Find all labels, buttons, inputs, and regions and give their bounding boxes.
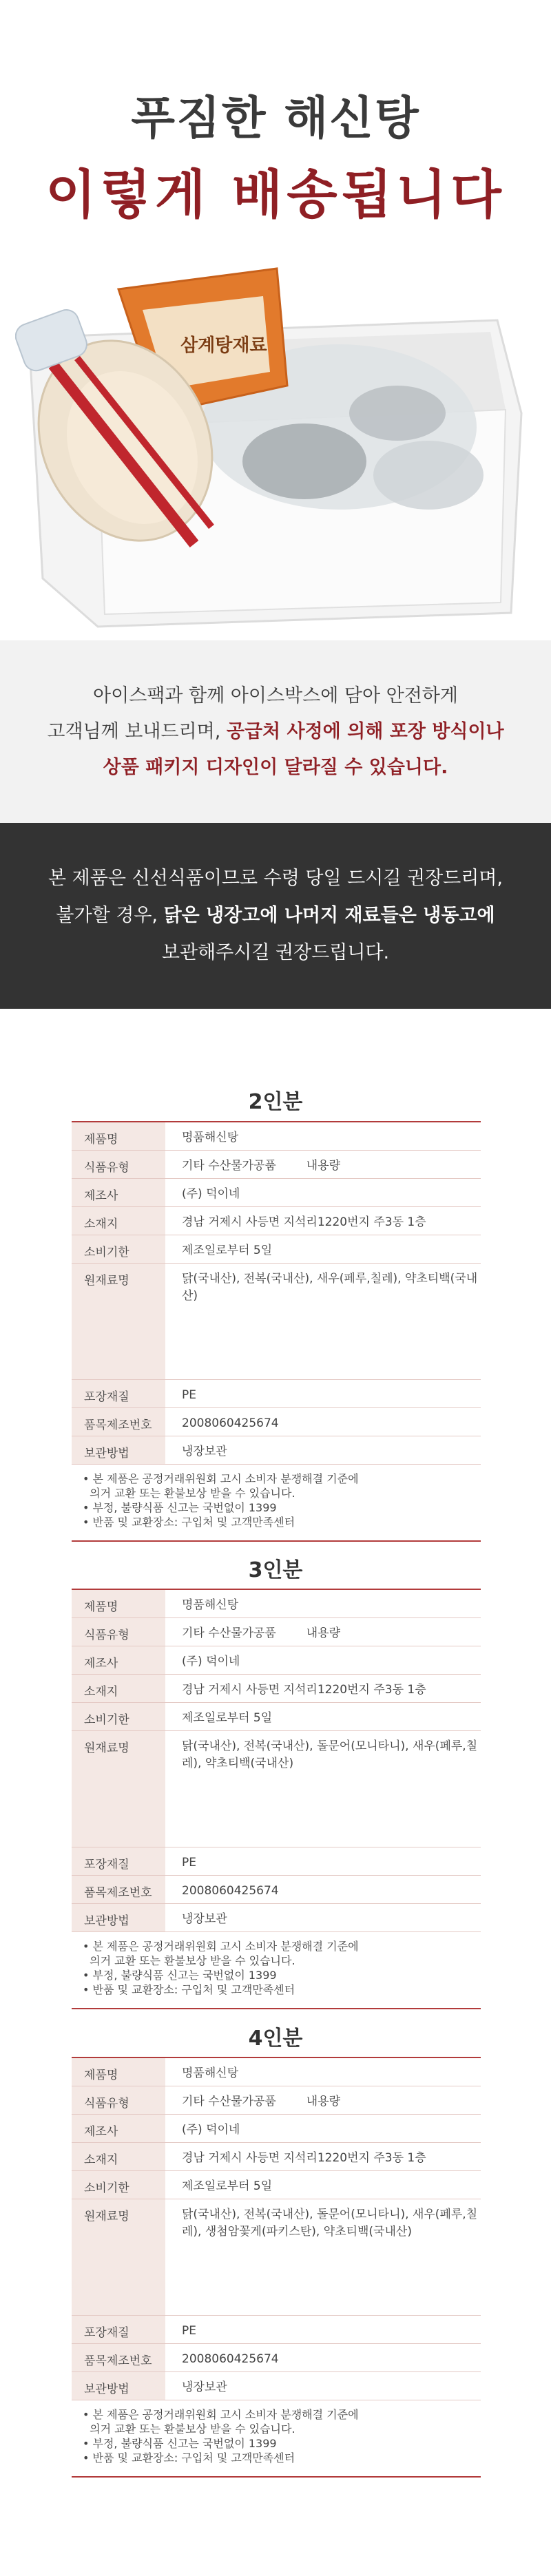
row-label: 포장재질 <box>72 2316 165 2343</box>
food-type-value: 기타 수산물가공품 <box>182 1626 276 1640</box>
table-row <box>72 1235 481 1264</box>
storage-notice-line-1: 본 제품은 신선식품이므로 수령 당일 드시길 권장드리며, <box>48 868 503 889</box>
row-value: 냉장보관 <box>182 2380 227 2394</box>
row-label: 식품유형 <box>72 1618 165 1646</box>
row-label: 소재지 <box>72 1207 165 1235</box>
row-value: 제조일로부터 5일 <box>182 2179 273 2193</box>
table-row <box>72 1731 481 1847</box>
row-value: 제조일로부터 5일 <box>182 1244 273 1257</box>
row-label: 보관방법 <box>72 1904 165 1931</box>
row-value: 닭(국내산), 전복(국내산), 돌문어(모니타니), 새우(페루,칠레), 생첨암꽃게(파키스탄), 약초티백(국내산) <box>182 2208 478 2239</box>
table-row <box>72 2058 481 2086</box>
table-row <box>72 2316 481 2344</box>
shipping-info-line-1: 아이스팩과 함께 아이스박스에 담아 안전하게 <box>93 685 458 706</box>
note-line: • 부정, 불량식품 신고는 국번없이 1399 <box>83 1501 277 1514</box>
row-label: 원재료명 <box>72 1264 165 1379</box>
shipping-info-highlight-2: 상품 패키지 디자인이 달라질 수 있습니다. <box>103 757 448 778</box>
card-title-3: 3인분 <box>248 1558 303 1582</box>
row-value: (주) 덕이네 <box>182 2123 240 2137</box>
row-label: 보관방법 <box>72 2372 165 2400</box>
note-line: • 부정, 불량식품 신고는 국번없이 1399 <box>83 1969 277 1982</box>
row-value: 경남 거제시 사등면 지석리1220번지 주3동 1층 <box>182 1215 426 1229</box>
table-row <box>72 1408 481 1436</box>
product-info-table-4 <box>72 2057 481 2478</box>
row-label: 제조사 <box>72 1646 165 1674</box>
consumer-notes <box>72 1932 481 2009</box>
table-row <box>72 2199 481 2316</box>
row-label: 소비기한 <box>72 2171 165 2199</box>
note-line: 의거 교환 또는 환불보상 받을 수 있습니다. <box>83 1487 295 1500</box>
row-label: 소재지 <box>72 2143 165 2170</box>
table-row <box>72 2115 481 2143</box>
table-row <box>72 1207 481 1235</box>
table-row <box>72 1151 481 1179</box>
row-label: 보관방법 <box>72 1436 165 1464</box>
table-row <box>72 1179 481 1207</box>
note-line: 의거 교환 또는 환불보상 받을 수 있습니다. <box>83 1954 295 1967</box>
row-value: PE <box>182 1856 196 1870</box>
row-label: 원재료명 <box>72 1731 165 1847</box>
row-value: (주) 덕이네 <box>182 1655 240 1668</box>
food-type-value: 기타 수산물가공품 <box>182 2095 276 2108</box>
storage-notice-line-3: 보관해주시길 권장드립니다. <box>161 942 390 963</box>
row-label: 포장재질 <box>72 1847 165 1875</box>
shipping-info-line-2-text: 고객님께 보내드리며, <box>47 721 227 742</box>
row-value: 명품해신탕 <box>182 2066 239 2080</box>
food-type-value: 기타 수산물가공품 <box>182 1159 276 1173</box>
storage-notice-line-2-text: 불가할 경우, <box>56 905 164 926</box>
row-label: 품목제조번호 <box>72 1408 165 1436</box>
shipping-info-line-3 <box>0 752 551 779</box>
shipping-info-highlight-1: 공급처 사정에 의해 포장 방식이나 <box>226 721 504 742</box>
note-line: 의거 교환 또는 환불보상 받을 수 있습니다. <box>83 2422 295 2436</box>
table-row <box>72 1675 481 1703</box>
icebox-photo <box>15 255 525 630</box>
shipping-info-band <box>0 640 551 823</box>
note-line: • 본 제품은 공정거래위원회 고시 소비자 분쟁해결 기준에 <box>83 1940 359 1953</box>
table-row <box>72 2143 481 2171</box>
capacity-label: 내용량 <box>306 2095 341 2108</box>
table-row <box>72 1646 481 1675</box>
row-value: 명품해신탕 <box>182 1598 239 1612</box>
package-label: 삼계탕재료 <box>180 335 267 356</box>
row-value: 2008060425674 <box>182 1416 279 1430</box>
table-row <box>72 1904 481 1932</box>
storage-notice-highlight: 닭은 냉장고에 나머지 재료들은 냉동고에 <box>163 905 495 926</box>
table-row <box>72 2171 481 2199</box>
row-value: 경남 거제시 사등면 지석리1220번지 주3동 1층 <box>182 2151 426 2165</box>
table-row <box>72 1618 481 1646</box>
row-label: 품목제조번호 <box>72 2344 165 2371</box>
row-value: PE <box>182 1388 196 1402</box>
table-row <box>72 2372 481 2400</box>
row-label: 제품명 <box>72 1590 165 1617</box>
note-line: • 부정, 불량식품 신고는 국번없이 1399 <box>83 2437 277 2450</box>
card-title-2: 2인분 <box>248 1090 303 1114</box>
shipping-info-line-2 <box>0 716 551 743</box>
table-row <box>72 1876 481 1904</box>
row-label: 소비기한 <box>72 1703 165 1730</box>
note-line: • 본 제품은 공정거래위원회 고시 소비자 분쟁해결 기준에 <box>83 1472 359 1485</box>
table-row <box>72 1590 481 1618</box>
table-row <box>72 2086 481 2115</box>
note-line: • 반품 및 교환장소: 구입처 및 고객만족센터 <box>83 1516 295 1529</box>
row-value: 닭(국내산), 전복(국내산), 새우(페루,칠레), 약초티백(국내산) <box>182 1272 478 1303</box>
hero-section <box>0 0 551 640</box>
row-value: 경남 거제시 사등면 지석리1220번지 주3동 1층 <box>182 1683 426 1697</box>
row-label: 제조사 <box>72 2115 165 2142</box>
storage-notice-band <box>0 823 551 1009</box>
table-row <box>72 1847 481 1876</box>
table-row <box>72 1380 481 1408</box>
consumer-notes <box>72 1465 481 1542</box>
row-value: PE <box>182 2324 196 2338</box>
row-label: 제조사 <box>72 1179 165 1206</box>
row-label: 포장재질 <box>72 1380 165 1407</box>
row-value: 냉장보관 <box>182 1912 227 1926</box>
row-label: 제품명 <box>72 2058 165 2086</box>
row-value: 냉장보관 <box>182 1445 227 1458</box>
row-label: 소비기한 <box>72 1235 165 1263</box>
row-value: 닭(국내산), 전복(국내산), 돌문어(모니타니), 새우(페루,칠레), 약초티백(국내산) <box>182 1739 478 1770</box>
row-value: 제조일로부터 5일 <box>182 1711 273 1725</box>
row-value: (주) 덕이네 <box>182 1187 240 1201</box>
row-label: 제품명 <box>72 1122 165 1150</box>
row-value: 2008060425674 <box>182 2352 279 2366</box>
row-label: 식품유형 <box>72 1151 165 1178</box>
row-value <box>165 2086 481 2114</box>
table-row <box>72 2344 481 2372</box>
consumer-notes <box>72 2400 481 2478</box>
product-info-table-2 <box>72 1121 481 1542</box>
row-value <box>165 1618 481 1646</box>
table-row <box>72 1264 481 1380</box>
row-label: 품목제조번호 <box>72 1876 165 1903</box>
table-row <box>72 1703 481 1731</box>
row-label: 식품유형 <box>72 2086 165 2114</box>
table-row <box>72 1122 481 1151</box>
row-label: 원재료명 <box>72 2199 165 2315</box>
hero-subtitle: 이렇게 배송됩니다 <box>45 164 506 225</box>
hero-title: 푸짐한 해신탕 <box>131 92 420 145</box>
capacity-label: 내용량 <box>306 1626 341 1640</box>
note-line: • 반품 및 교환장소: 구입처 및 고객만족센터 <box>83 2451 295 2464</box>
card-title-4: 4인분 <box>248 2027 303 2051</box>
table-row <box>72 1436 481 1465</box>
row-value: 2008060425674 <box>182 1884 279 1898</box>
note-line: • 본 제품은 공정거래위원회 고시 소비자 분쟁해결 기준에 <box>83 2408 359 2421</box>
storage-notice-line-2 <box>0 900 551 927</box>
row-value: 명품해신탕 <box>182 1131 239 1144</box>
product-info-table-3 <box>72 1589 481 2009</box>
row-value <box>165 1151 481 1178</box>
row-label: 소재지 <box>72 1675 165 1702</box>
note-line: • 반품 및 교환장소: 구입처 및 고객만족센터 <box>83 1983 295 1996</box>
capacity-label: 내용량 <box>306 1159 341 1173</box>
